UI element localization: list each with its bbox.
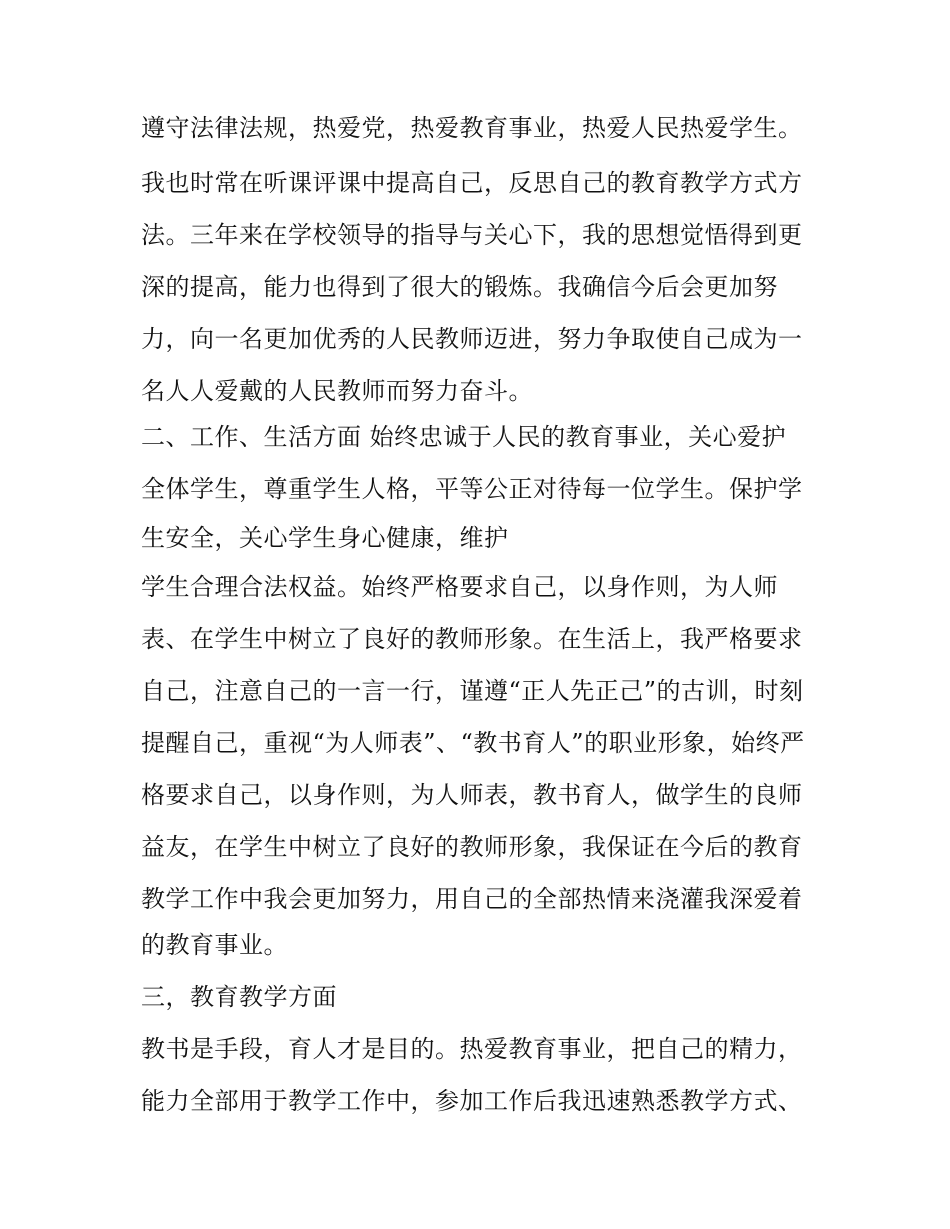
text-line: 能力全部用于教学工作中，参加工作后我迅速熟悉教学方式、 — [141, 1087, 803, 1115]
text-line: 表、在学生中树立了良好的教师形象。在生活上，我严格要求 — [141, 625, 803, 653]
text-line: 教学工作中我会更加努力，用自己的全部热情来浇灌我深爱着 — [141, 885, 803, 913]
text-line: 益友，在学生中树立了良好的教师形象，我保证在今后的教育 — [141, 833, 803, 861]
text-line: 格要求自己，以身作则，为人师表，教书育人，做学生的良师 — [141, 781, 803, 809]
text-line: 生安全，关心学生身心健康，维护 — [141, 524, 509, 552]
text-line: 学生合理合法权益。始终严格要求自己，以身作则，为人师 — [141, 573, 778, 601]
text-line: 提醒自己，重视“为人师表”、“教书育人”的职业形象，始终严 — [141, 729, 805, 757]
text-line: 教书是手段，育人才是目的。热爱教育事业，把自己的精力， — [141, 1035, 803, 1063]
section-heading-line: 三，教育教学方面 — [141, 983, 337, 1011]
text-line: 我也时常在听课评课中提高自己，反思自己的教育教学方式方 — [141, 169, 803, 197]
text-line: 的教育事业。 — [141, 931, 288, 959]
text-line: 全体学生，尊重学生人格，平等公正对待每一位学生。保护学 — [141, 475, 803, 503]
text-line: 遵守法律法规，热爱党，热爱教育事业，热爱人民热爱学生。 — [141, 114, 803, 142]
section-heading-line: 二、工作、生活方面 始终忠诚于人民的教育事业，关心爱护 — [141, 423, 787, 451]
text-line: 名人人爱戴的人民教师而努力奋斗。 — [141, 377, 533, 405]
text-line: 力，向一名更加优秀的人民教师迈进，努力争取使自己成为一 — [141, 325, 803, 353]
text-line: 深的提高，能力也得到了很大的锻炼。我确信今后会更加努 — [141, 273, 778, 301]
text-line: 法。三年来在学校领导的指导与关心下，我的思想觉悟得到更 — [141, 221, 803, 249]
text-line: 自己，注意自己的一言一行，谨遵“正人先正己”的古训，时刻 — [141, 677, 804, 705]
